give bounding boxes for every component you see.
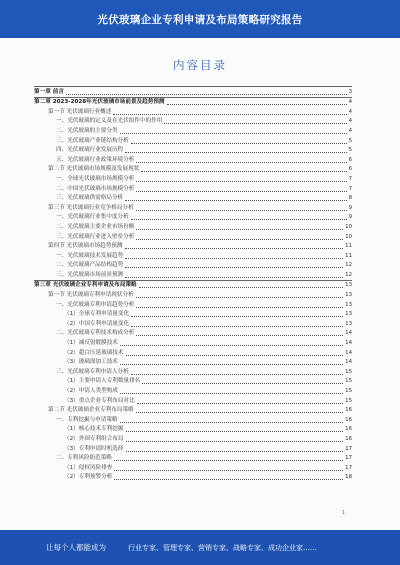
toc-entry-page: 7 — [348, 175, 352, 182]
toc-entry[interactable] — [34, 310, 352, 320]
toc-entry-label: 三、光伏玻璃行业进入壁垒分析 — [56, 233, 135, 240]
toc-entry-page: 5 — [348, 137, 352, 144]
toc-entry[interactable] — [34, 165, 352, 175]
toc-leader-dots — [126, 431, 344, 432]
toc-entry-page: 12 — [345, 262, 352, 269]
toc-leader-dots — [136, 210, 347, 211]
toc-entry[interactable] — [34, 454, 352, 464]
toc-leader-dots — [125, 200, 346, 201]
toc-entry-page: 17 — [345, 445, 352, 452]
toc-heading: 内容目录 — [173, 58, 227, 72]
toc-entry-page: 16 — [345, 435, 352, 442]
toc-leader-dots — [120, 364, 343, 365]
toc-entry-label: 三、光伏玻璃供需格局分析 — [56, 195, 124, 202]
toc-leader-dots — [114, 460, 343, 461]
toc-entry-page: 17 — [345, 464, 352, 471]
toc-leader-dots — [120, 393, 343, 394]
toc-entry-label: 二、光伏玻璃的主要分类 — [56, 127, 118, 134]
toc-leader-dots — [137, 403, 343, 404]
toc-leader-dots — [114, 470, 343, 471]
toc-entry-page: 18 — [345, 474, 352, 481]
toc-entry-label: （3）重点企业专利布局对比 — [64, 397, 135, 404]
toc-entry[interactable] — [34, 319, 352, 329]
toc-entry-label: 第一节 光伏玻璃专利申请现状分析 — [48, 292, 134, 299]
toc-entry[interactable] — [34, 300, 352, 310]
toc-entry-page: 10 — [345, 233, 352, 240]
toc-entry-page: 16 — [345, 407, 352, 414]
toc-entry-label: （2）申请人类型构成 — [64, 388, 118, 394]
toc-entry[interactable] — [34, 242, 352, 252]
toc-entry[interactable] — [34, 463, 352, 473]
toc-entry-page: 16 — [345, 426, 352, 433]
toc-entry-label: 第一节 光伏玻璃行业概述 — [48, 108, 112, 115]
table-of-contents — [34, 86, 352, 482]
toc-entry-label: （2）中国专利申请量变化 — [64, 320, 130, 327]
toc-entry[interactable] — [34, 86, 352, 97]
toc-entry[interactable] — [34, 386, 352, 396]
toc-leader-dots — [126, 441, 344, 442]
toc-leader-dots — [125, 248, 344, 249]
toc-entry[interactable] — [34, 396, 352, 406]
toc-entry[interactable] — [34, 377, 352, 387]
toc-entry[interactable] — [34, 444, 352, 454]
toc-entry[interactable] — [34, 97, 352, 108]
toc-entry-label: 一、光伏玻璃技术发展趋势 — [56, 252, 124, 259]
toc-leader-dots — [167, 104, 347, 105]
toc-entry-page: 8 — [348, 195, 352, 202]
footer-slogan: 让每个人都能成为 — [46, 543, 106, 552]
toc-entry-label: （2）专利预警分析 — [64, 474, 113, 481]
toc-entry-label: 二、光伏玻璃主要企业市场份额 — [56, 223, 135, 230]
toc-entry-page: 13 — [345, 320, 352, 327]
toc-entry-label: （1）核心技术专利挖掘 — [64, 426, 124, 433]
toc-leader-dots — [136, 335, 343, 336]
toc-entry-label: 一、专利挖掘与申请策略 — [56, 416, 118, 423]
toc-entry[interactable] — [34, 117, 352, 127]
toc-entry-page: 4 — [348, 118, 352, 125]
toc-entry[interactable] — [34, 290, 352, 300]
toc-entry[interactable] — [34, 261, 352, 271]
toc-entry-page: 17 — [345, 455, 352, 462]
toc-leader-dots — [126, 355, 344, 356]
toc-entry[interactable] — [34, 473, 352, 483]
toc-entry-page: 16 — [345, 416, 352, 423]
toc-entry-label: 第一章 前言 — [34, 88, 64, 95]
toc-entry-label: （2）外围专利组合布局 — [64, 435, 124, 442]
toc-entry-label: （1）主要申请人专利数量排名 — [64, 378, 141, 385]
toc-leader-dots — [164, 123, 346, 124]
toc-entry-label: 二、光伏玻璃专利技术构成分析 — [56, 330, 135, 337]
toc-entry-label: 三、光伏玻璃市场前景预测 — [56, 271, 124, 278]
toc-leader-dots — [136, 229, 343, 230]
toc-entry-label: 一、全球光伏玻璃市场规模分析 — [56, 175, 135, 182]
toc-entry-page: 15 — [345, 378, 352, 385]
toc-entry[interactable] — [34, 251, 352, 261]
toc-entry-page: 10 — [345, 223, 352, 230]
toc-entry-label: （3）专利申请时机选择 — [64, 445, 124, 452]
toc-entry[interactable] — [34, 126, 352, 136]
toc-entry-page: 4 — [348, 99, 352, 106]
toc-entry[interactable] — [34, 329, 352, 339]
toc-leader-dots — [125, 267, 343, 268]
toc-entry-page: 14 — [345, 349, 352, 356]
toc-entry-label: 二、中国光伏玻璃市场规模分析 — [56, 185, 135, 192]
toc-entry-label: 三、光伏玻璃产业链结构分析 — [56, 137, 129, 144]
toc-entry-label: 第二节 光伏玻璃市场规模及发展现状 — [48, 166, 140, 173]
toc-leader-dots — [125, 277, 343, 278]
toc-entry-page: 4 — [348, 108, 352, 115]
toc-entry-label: （3）玻璃深加工技术 — [64, 359, 118, 366]
toc-entry[interactable] — [34, 107, 352, 117]
toc-entry-page: 11 — [345, 243, 352, 250]
toc-entry-label: 一、光伏玻璃行业集中度分析 — [56, 214, 129, 221]
toc-entry-label: 二、专利风险防范策略 — [56, 455, 112, 462]
toc-leader-dots — [136, 307, 343, 308]
toc-leader-dots — [141, 171, 346, 172]
toc-entry-page: 13 — [345, 282, 352, 289]
report-title: 光伏玻璃企业专利申请及布局策略研究报告 — [97, 13, 303, 26]
report-header-banner — [0, 0, 400, 38]
page-number: 1 — [342, 510, 346, 516]
toc-entry-label: 三、光伏玻璃专利申请人分析 — [56, 368, 129, 375]
toc-entry-label: 第二节 光伏玻璃企业专利布局策略 — [48, 407, 134, 414]
toc-entry-page: 14 — [345, 330, 352, 337]
toc-entry-page: 7 — [348, 185, 352, 192]
toc-entry[interactable] — [34, 434, 352, 444]
toc-entry-label: （2）超白压延玻璃技术 — [64, 349, 124, 356]
toc-entry[interactable] — [34, 184, 352, 194]
toc-entry-label: 一、光伏玻璃专利申请趋势分析 — [56, 301, 135, 308]
toc-entry-page: 12 — [345, 271, 352, 278]
toc-leader-dots — [131, 326, 343, 327]
toc-entry-page: 11 — [345, 252, 352, 259]
toc-entry-page: 14 — [345, 359, 352, 366]
toc-entry-page: 13 — [345, 311, 352, 318]
toc-entry-label: 四、光伏玻璃行业发展历程 — [56, 147, 124, 154]
toc-entry[interactable] — [34, 136, 352, 146]
toc-leader-dots — [120, 133, 347, 134]
toc-leader-dots — [126, 451, 344, 452]
toc-leader-dots — [125, 258, 343, 259]
toc-entry-label: 一、光伏玻璃的定义及在光伏组件中的作用 — [56, 118, 163, 125]
toc-leader-dots — [136, 239, 343, 240]
toc-entry-page: 15 — [345, 397, 352, 404]
toc-leader-dots — [131, 219, 347, 220]
toc-entry-label: 第三章 光伏玻璃企业专利申请及布局策略 — [34, 282, 137, 289]
toc-leader-dots — [131, 143, 347, 144]
toc-entry[interactable] — [34, 367, 352, 377]
toc-entry[interactable] — [34, 232, 352, 242]
toc-entry[interactable] — [34, 203, 352, 213]
toc-leader-dots — [114, 479, 343, 480]
toc-leader-dots — [125, 152, 346, 153]
toc-entry-label: 二、光伏玻璃产品结构趋势 — [56, 262, 124, 269]
toc-entry-page: 6 — [348, 156, 352, 163]
toc-entry[interactable] — [34, 146, 352, 156]
toc-leader-dots — [113, 114, 346, 115]
toc-entry[interactable] — [34, 406, 352, 416]
toc-entry[interactable] — [34, 222, 352, 232]
toc-entry[interactable] — [34, 338, 352, 348]
toc-entry[interactable] — [34, 270, 352, 280]
toc-entry[interactable] — [34, 425, 352, 435]
toc-entry-page: 4 — [348, 127, 352, 134]
toc-entry-page: 15 — [345, 388, 352, 394]
toc-entry-label: （1）全球专利申请量变化 — [64, 311, 130, 318]
toc-entry-label: 第二章 2023-2028年光伏玻璃市场前景及趋势预测 — [34, 99, 165, 106]
toc-entry-label: 第三节 光伏玻璃行业竞争格局分析 — [48, 204, 134, 211]
toc-entry-label: 五、光伏玻璃行业政策环境分析 — [56, 156, 135, 163]
toc-entry-page: 14 — [345, 340, 352, 347]
footer-tagline: 行业专家、管理专家、营销专家、战略专家、成功企业家…… — [128, 543, 317, 552]
toc-entry-page: 9 — [348, 204, 352, 211]
toc-entry[interactable] — [34, 358, 352, 368]
toc-leader-dots — [120, 422, 344, 423]
toc-entry-label: （1）减反射镀膜技术 — [64, 340, 118, 347]
toc-entry-page: 5 — [348, 147, 352, 154]
toc-leader-dots — [131, 374, 343, 375]
toc-entry[interactable] — [34, 155, 352, 165]
footer-banner — [0, 530, 400, 565]
toc-leader-dots — [136, 297, 343, 298]
toc-entry[interactable] — [34, 194, 352, 204]
toc-entry-label: 第四节 光伏玻璃市场趋势预测 — [48, 243, 123, 250]
toc-leader-dots — [131, 316, 343, 317]
toc-entry[interactable] — [34, 213, 352, 223]
toc-leader-dots — [136, 191, 346, 192]
toc-entry[interactable] — [34, 280, 352, 291]
toc-entry-page: 9 — [348, 214, 352, 221]
toc-leader-dots — [136, 162, 346, 163]
toc-entry-page: 13 — [345, 301, 352, 308]
toc-entry[interactable] — [34, 348, 352, 358]
toc-entry-page: 13 — [345, 292, 352, 299]
toc-entry-page: 15 — [345, 368, 352, 375]
toc-entry-page: 6 — [348, 166, 352, 173]
toc-leader-dots — [66, 94, 347, 95]
toc-leader-dots — [142, 383, 343, 384]
toc-entry-label: （1）侵权风险排查 — [64, 464, 113, 471]
toc-leader-dots — [139, 287, 344, 288]
toc-entry[interactable] — [34, 415, 352, 425]
toc-leader-dots — [136, 181, 346, 182]
toc-entry[interactable] — [34, 174, 352, 184]
toc-entry-page: 3 — [348, 88, 352, 95]
toc-leader-dots — [120, 345, 343, 346]
toc-leader-dots — [136, 412, 343, 413]
